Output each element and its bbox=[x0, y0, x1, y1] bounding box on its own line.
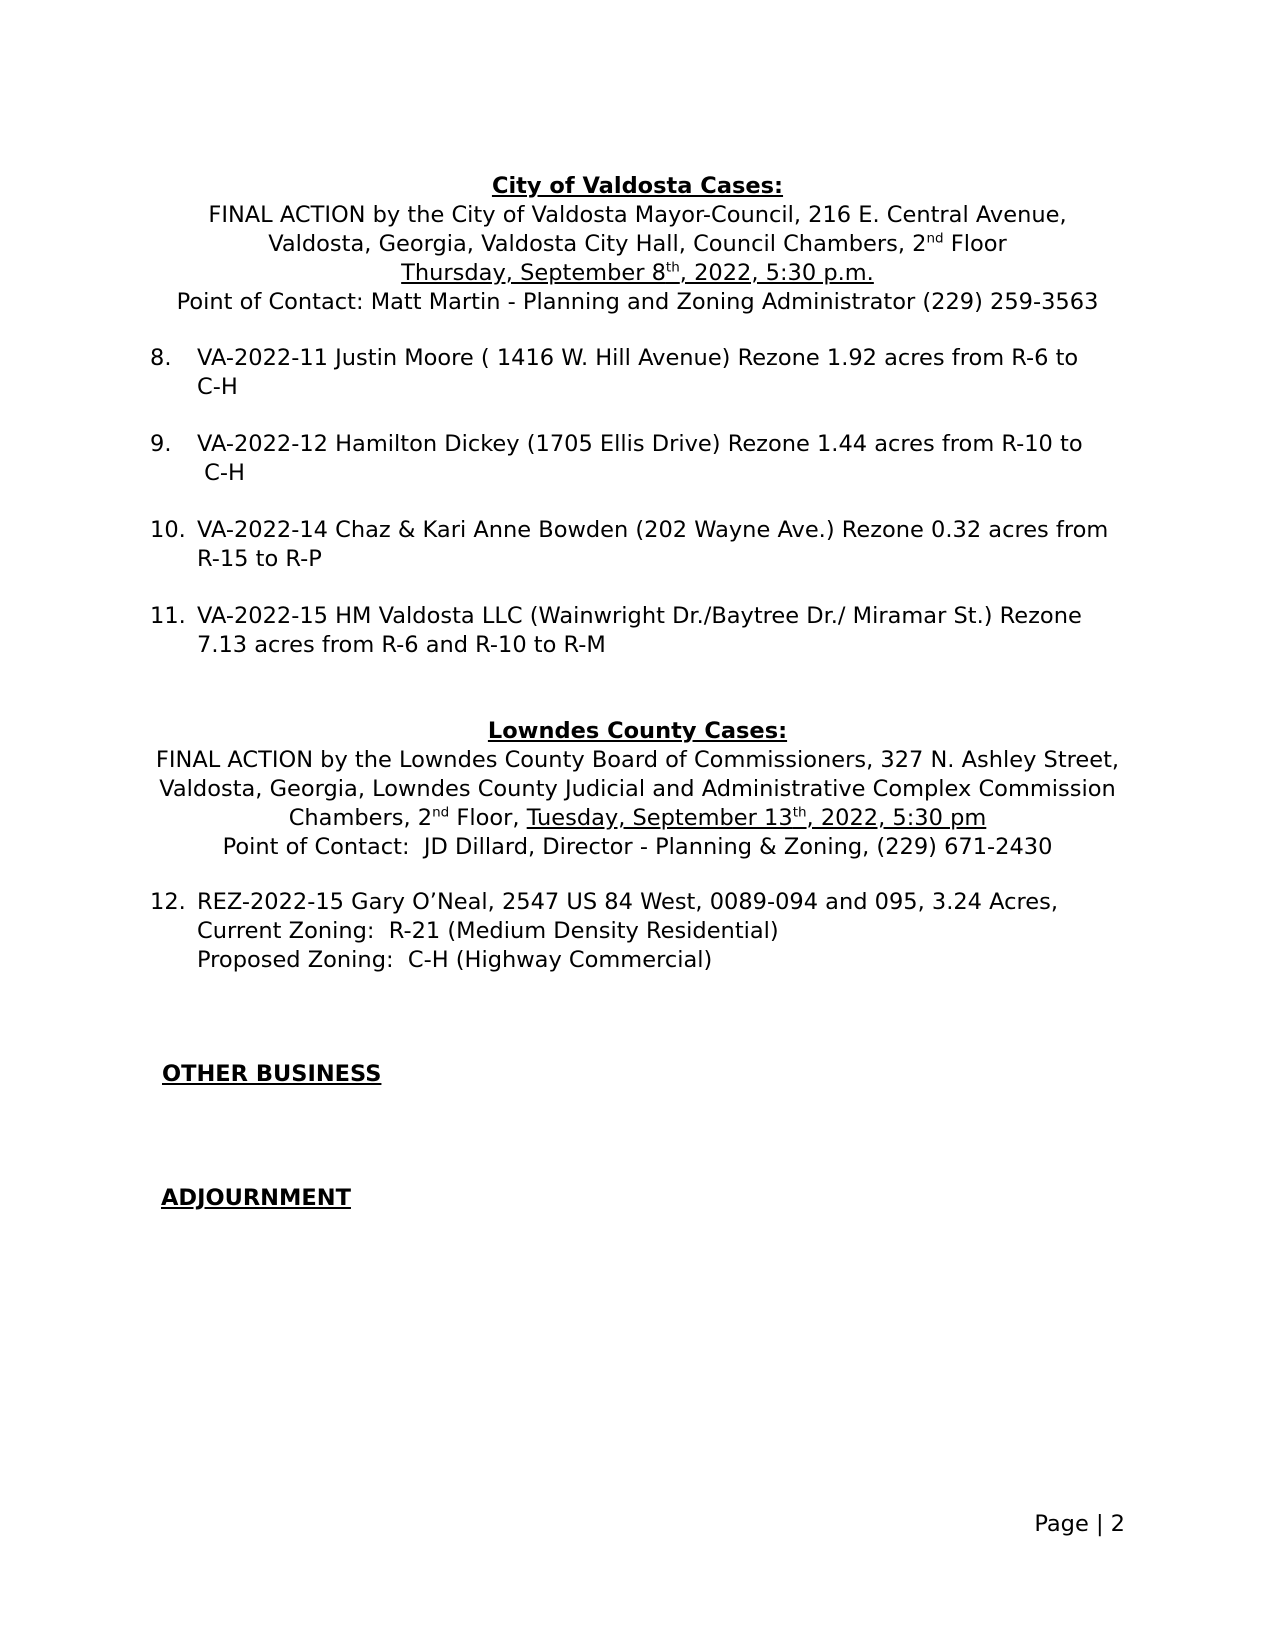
current-zoning: Current Zoning: R-21 (Medium Density Residential) bbox=[197, 918, 779, 944]
case-text-line1: VA-2022-14 Chaz & Kari Anne Bowden (202 Wayne Ave.) Rezone 0.32 acres from bbox=[197, 517, 1109, 543]
county-final-action-line2: Valdosta, Georgia, Lowndes County Judicial and Administrative Complex Commission bbox=[159, 776, 1116, 802]
case-item-9 bbox=[150, 430, 1110, 488]
case-number: 9. bbox=[150, 431, 172, 457]
city-point-of-contact: Point of Contact: Matt Martin - Planning and Zoning Administrator (229) 259-3563 bbox=[176, 289, 1099, 315]
proposed-zoning: Proposed Zoning: C-H (Highway Commercial) bbox=[197, 947, 713, 973]
case-item-8 bbox=[150, 344, 1110, 402]
county-final-action-line3: Chambers, 2nd Floor, Tuesday, September 13th, 2022, 5:30 pm bbox=[288, 804, 987, 831]
case-number: 11. bbox=[150, 603, 186, 629]
case-text-line1: REZ-2022-15 Gary O’Neal, 2547 US 84 West, 0089-094 and 095, 3.24 Acres, bbox=[197, 889, 1058, 915]
county-meeting-date: Tuesday, September 13th, 2022, 5:30 pm bbox=[526, 804, 987, 831]
case-text-line2: C-H bbox=[197, 374, 238, 400]
case-item-11 bbox=[150, 602, 1110, 660]
case-number: 12. bbox=[150, 889, 186, 915]
county-point-of-contact: Point of Contact: JD Dillard, Director - Planning & Zoning, (229) 671-2430 bbox=[222, 834, 1053, 860]
case-number: 10. bbox=[150, 517, 186, 543]
case-item-10 bbox=[150, 516, 1110, 574]
case-text-line1: VA-2022-15 HM Valdosta LLC (Wainwright Dr./Baytree Dr./ Miramar St.) Rezone bbox=[197, 603, 1082, 629]
case-text-line1: VA-2022-11 Justin Moore ( 1416 W. Hill Avenue) Rezone 1.92 acres from R-6 to bbox=[197, 345, 1079, 371]
city-final-action-line2: Valdosta, Georgia, Valdosta City Hall, Council Chambers, 2nd Floor bbox=[268, 230, 1007, 257]
other-business-heading: OTHER BUSINESS bbox=[162, 1061, 382, 1087]
case-text-line1: VA-2022-12 Hamilton Dickey (1705 Ellis Drive) Rezone 1.44 acres from R-10 to bbox=[197, 431, 1083, 457]
city-meeting-date: Thursday, September 8th, 2022, 5:30 p.m. bbox=[401, 259, 874, 286]
city-cases-block bbox=[130, 172, 1145, 317]
case-text-line2: 7.13 acres from R-6 and R-10 to R-M bbox=[197, 632, 606, 658]
case-text-line2: C-H bbox=[197, 460, 245, 486]
case-item-12 bbox=[150, 888, 1110, 975]
case-text-line2: R-15 to R-P bbox=[197, 546, 322, 572]
page-number: Page | 2 bbox=[1034, 1511, 1125, 1537]
county-cases-block bbox=[130, 717, 1145, 862]
city-final-action-line1: FINAL ACTION by the City of Valdosta Mayor-Council, 216 E. Central Avenue, bbox=[208, 202, 1067, 228]
county-cases-heading: Lowndes County Cases: bbox=[487, 718, 788, 744]
case-number: 8. bbox=[150, 345, 172, 371]
city-cases-heading: City of Valdosta Cases: bbox=[491, 173, 784, 199]
county-final-action-line1: FINAL ACTION by the Lowndes County Board of Commissioners, 327 N. Ashley Street, bbox=[155, 747, 1120, 773]
adjournment-heading: ADJOURNMENT bbox=[161, 1185, 351, 1211]
